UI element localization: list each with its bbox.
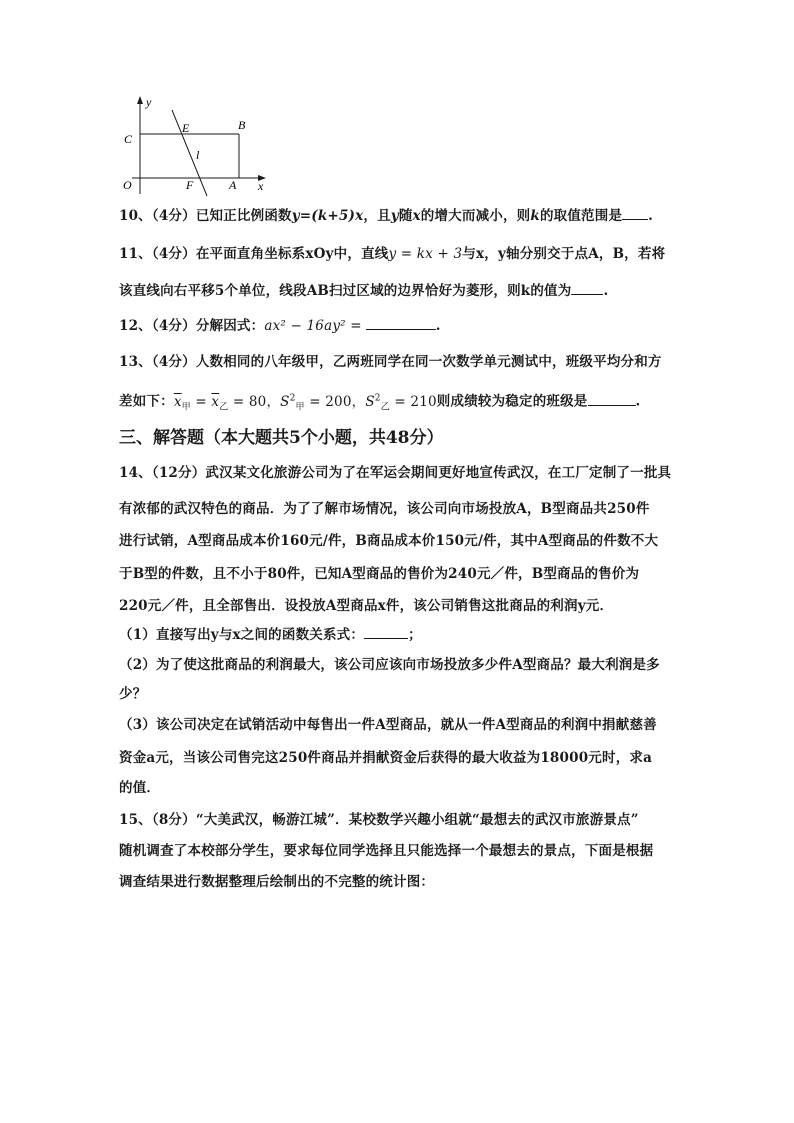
q12-answer-blank[interactable] [366, 317, 436, 330]
question-10 [119, 206, 653, 226]
label-O: O [123, 178, 132, 192]
coordinate-figure [112, 94, 282, 198]
q13-sub-yi: 乙 [219, 402, 229, 413]
q13-s-sub-yi: 乙 [380, 402, 390, 413]
q13-answer-blank[interactable] [588, 393, 636, 406]
label-B: B [238, 118, 246, 132]
q14-line3: 进行试销，A型商品成本价160元/件，B商品成本价150元/件，其中A型商品的件数不大 [119, 533, 659, 549]
label-E: E [182, 121, 190, 135]
q10-function: y=(k+5)x [291, 208, 364, 224]
q13-sub-jia: 甲 [181, 402, 191, 413]
q13-mean-value: = 80 [228, 393, 267, 410]
question-13-line2: 差如下：$\overline{x}_甲 = \overline{x}_乙 = 80$，$S^2_甲 = 200$，$S^2_乙 = 210$则成绩较为稳定的班级是 . [119, 393, 641, 413]
q14-part3c: 的值． [119, 780, 161, 796]
q11-equation: y = kx + 3 [388, 246, 463, 262]
q13-prefix: 差如下： [119, 393, 174, 410]
q14-part1-text: （1）直接写出y与x之间的函数关系式： [119, 627, 365, 643]
q14-part3b: 资金a元，当该公司售完这250件商品并捐献资金后获得的最大收益为18000元时，求a [119, 750, 653, 766]
q12-prefix: 12、（4分）分解因式： [119, 318, 265, 334]
q10-suffix: 的取值范围是 [539, 208, 623, 224]
question-12 [119, 316, 441, 336]
y-axis-arrow [137, 96, 143, 104]
q10-var-y: y [390, 208, 399, 224]
q11-prefix: 11、（4分）在平面直角坐标系xOy中，直线 [119, 246, 389, 262]
label-l: l [196, 148, 200, 162]
q13-mean-jia: $\overline{x}$ [173, 393, 182, 410]
q14-part2a: （2）为了使这批商品的利润最大，该公司应该向市场投放多少件A型商品？最大利润是多 [119, 657, 660, 673]
q15-line2: 随机调查了本校部分学生，要求每位同学选择且只能选择一个最想去的景点，下面是根据 [119, 843, 654, 859]
q10-end: . [648, 208, 654, 224]
q11-line2-text: 该直线向右平移5个单位，线段AB扫过区域的边界恰好为菱形，则k的值为 [119, 283, 572, 299]
q13-var-jia-value: = 200 [304, 393, 352, 410]
q11-end: . [603, 283, 609, 299]
q14-line1: 14、（12分）武汉某文化旅游公司为了在军运会期间更好地宣传武汉，在工厂定制了一批具 [119, 465, 672, 481]
q13-var-yi-value: = 210 [389, 393, 437, 410]
q15-line1: 15、（8分）“大美武汉，畅游江城”．某校数学兴趣小组就“最想去的武汉市旅游景点” [119, 812, 639, 828]
q14-part1 [119, 625, 422, 645]
q14-line2: 有浓郁的武汉特色的商品．为了了解市场情况，该公司向市场投放A，B型商品共250件 [119, 501, 650, 517]
q13-var-s-yi: S [365, 393, 375, 410]
q13-end: . [635, 393, 641, 410]
label-x: x [258, 179, 264, 193]
q14-line5: 220元／件，且全部售出．设投放A型商品x件，该公司销售这批商品的利润y元． [119, 598, 614, 614]
q14-part1-blank[interactable] [364, 626, 408, 639]
q13-var-s-jia: S [280, 393, 290, 410]
q13-s-sub-jia: 甲 [295, 402, 305, 413]
label-C: C [124, 132, 133, 146]
q14-line4: 于B型的件数，且不小于80件，已知A型商品的售价为240元／件，B型商品的售价为 [119, 566, 640, 582]
question-13 [119, 352, 662, 372]
q14-part2b: 少？ [119, 686, 147, 702]
q13-line1: 13、（4分）人数相同的八年级甲，乙两班同学在同一次数学单元测试中，班级平均分和方 [119, 354, 662, 370]
q13-suffix: 则成绩较为稳定的班级是 [436, 393, 588, 410]
q10-var-k: k [530, 208, 540, 224]
q13-sup-yi: 2 [374, 393, 381, 403]
q14-part3a: （3）该公司决定在试销活动中每售出一件A型商品，就从一件A型商品的利润中捐献慈善 [119, 717, 657, 733]
q15-line3: 调查结果进行数据整理后绘制出的不完整的统计图： [119, 874, 435, 890]
q13-sup-jia: 2 [289, 393, 296, 403]
q11-suffix: 与x，y轴分别交于点A，B，若将 [462, 246, 666, 262]
q12-expression: ax² − 16ay² = [264, 318, 362, 334]
q14-part1-end: ； [408, 627, 422, 643]
label-A: A [229, 178, 237, 192]
question-11 [119, 244, 665, 264]
section-heading: 三、解答题（本大题共5个小题，共48分） [119, 428, 444, 448]
q13-equals: = [190, 393, 212, 410]
q10-text2: 随 [398, 208, 413, 224]
q10-prefix: 10、（4分）已知正比例函数 [119, 208, 292, 224]
label-F: F [186, 178, 194, 192]
q10-text3: 的增大而减小，则 [420, 208, 531, 224]
q10-answer-blank[interactable] [622, 207, 648, 220]
label-y: y [146, 95, 152, 109]
question-11-line2 [119, 281, 608, 301]
q13-mean-yi: $\overline{x}$ [211, 393, 220, 410]
q10-text: ，且 [363, 208, 391, 224]
q10-var-x: x [412, 208, 421, 224]
q12-end: . [435, 318, 441, 334]
q11-answer-blank[interactable] [571, 282, 603, 295]
